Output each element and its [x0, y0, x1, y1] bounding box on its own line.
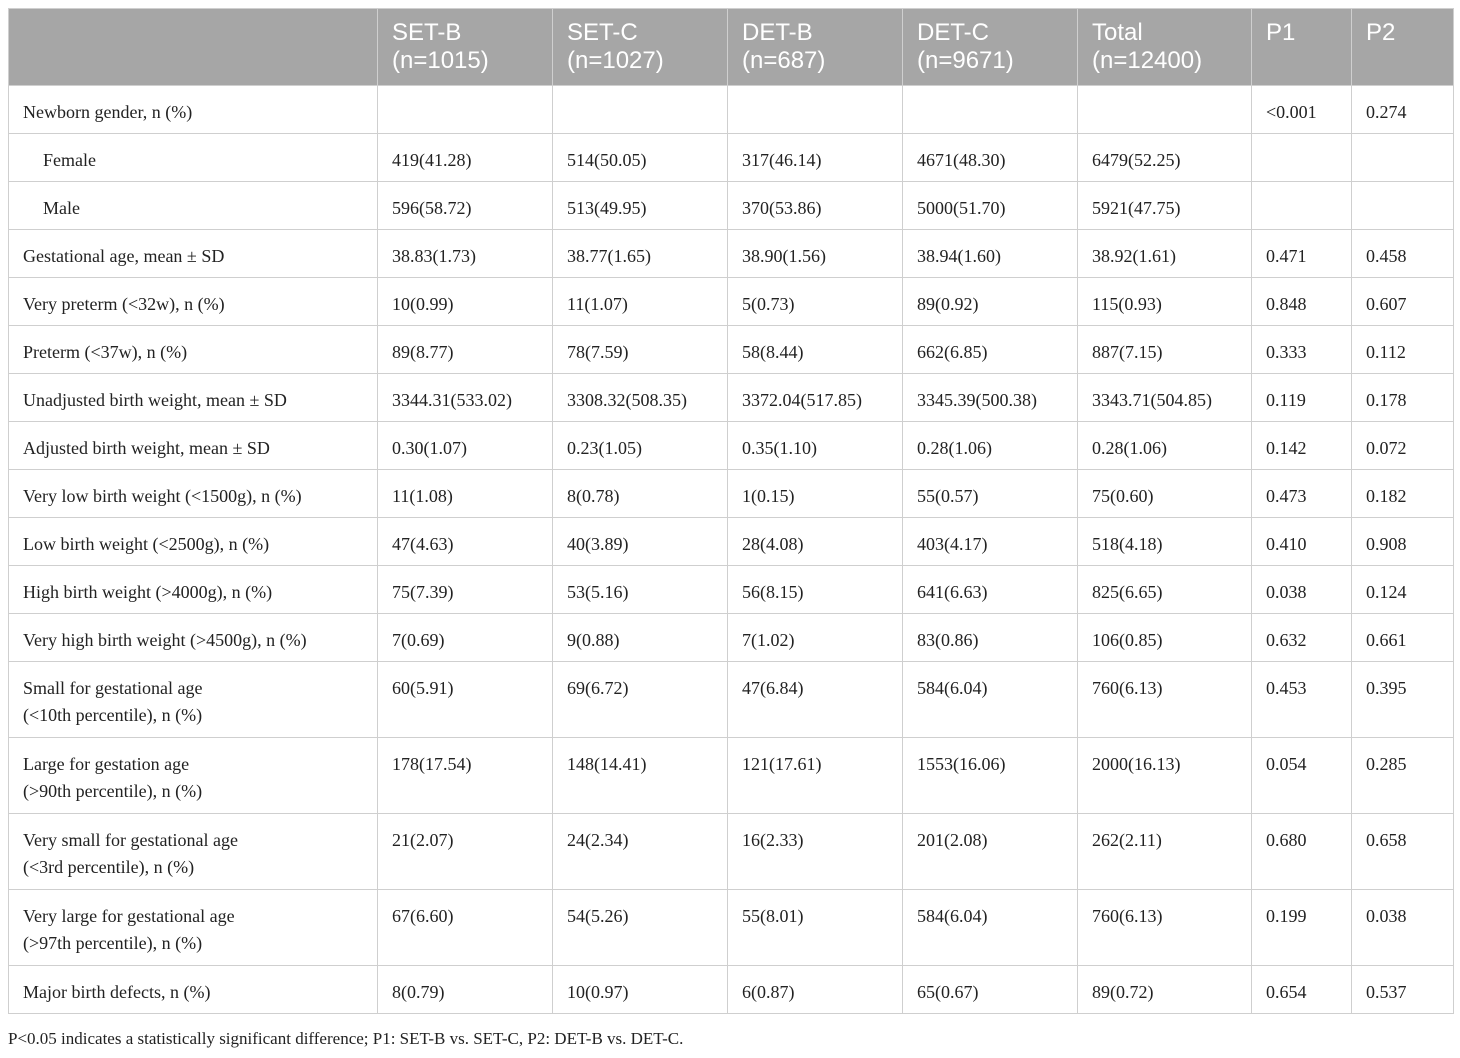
table-cell	[728, 86, 903, 134]
table-cell: 584(6.04)	[903, 890, 1078, 966]
table-row	[9, 86, 1454, 134]
table-row	[9, 966, 1454, 1014]
table-cell: 7(1.02)	[728, 614, 903, 662]
table-cell: 3345.39(500.38)	[903, 374, 1078, 422]
table-cell: 0.471	[1252, 230, 1352, 278]
row-label: Male	[9, 182, 378, 230]
table-cell: 0.199	[1252, 890, 1352, 966]
table-cell: 16(2.33)	[728, 814, 903, 890]
header-cell: P2	[1352, 9, 1454, 86]
table-cell: 11(1.07)	[553, 278, 728, 326]
row-label: Very large for gestational age (>97th percentile), n (%)	[9, 890, 378, 966]
table-cell: 0.658	[1352, 814, 1454, 890]
table-cell: 47(4.63)	[378, 518, 553, 566]
table-cell	[378, 86, 553, 134]
table-cell: 148(14.41)	[553, 738, 728, 814]
table-cell: 24(2.34)	[553, 814, 728, 890]
table-cell: 10(0.99)	[378, 278, 553, 326]
table-cell: 38.83(1.73)	[378, 230, 553, 278]
table-cell: 513(49.95)	[553, 182, 728, 230]
row-label: Adjusted birth weight, mean ± SD	[9, 422, 378, 470]
table-cell: 0.395	[1352, 662, 1454, 738]
table-cell: 1553(16.06)	[903, 738, 1078, 814]
table-cell: 662(6.85)	[903, 326, 1078, 374]
table-cell: 0.285	[1352, 738, 1454, 814]
table-row	[9, 614, 1454, 662]
table-cell: 53(5.16)	[553, 566, 728, 614]
table-cell: 89(0.72)	[1078, 966, 1252, 1014]
table-cell: 75(7.39)	[378, 566, 553, 614]
row-label: Unadjusted birth weight, mean ± SD	[9, 374, 378, 422]
table-cell: 0.680	[1252, 814, 1352, 890]
table-cell: 38.77(1.65)	[553, 230, 728, 278]
table-row	[9, 278, 1454, 326]
table-cell: 89(0.92)	[903, 278, 1078, 326]
table-row	[9, 518, 1454, 566]
row-label: Newborn gender, n (%)	[9, 86, 378, 134]
table-cell: 89(8.77)	[378, 326, 553, 374]
row-label: Very high birth weight (>4500g), n (%)	[9, 614, 378, 662]
table-cell: 0.333	[1252, 326, 1352, 374]
table-cell	[1352, 182, 1454, 230]
table-cell: 0.453	[1252, 662, 1352, 738]
row-label: Female	[9, 134, 378, 182]
table-cell: 0.410	[1252, 518, 1352, 566]
table-row	[9, 890, 1454, 966]
table-cell	[1252, 134, 1352, 182]
table-cell: 38.92(1.61)	[1078, 230, 1252, 278]
table-cell: 584(6.04)	[903, 662, 1078, 738]
table-cell: 0.124	[1352, 566, 1454, 614]
table-cell: 419(41.28)	[378, 134, 553, 182]
table-cell: 0.607	[1352, 278, 1454, 326]
row-label: Preterm (<37w), n (%)	[9, 326, 378, 374]
table-cell: 0.119	[1252, 374, 1352, 422]
table-cell	[1078, 86, 1252, 134]
row-label: Very small for gestational age (<3rd percentile), n (%)	[9, 814, 378, 890]
table-cell: 0.054	[1252, 738, 1352, 814]
row-label: Large for gestation age (>90th percentile), n (%)	[9, 738, 378, 814]
table-cell: 11(1.08)	[378, 470, 553, 518]
table-cell: 121(17.61)	[728, 738, 903, 814]
table-cell: 0.28(1.06)	[1078, 422, 1252, 470]
header-cell: SET-B (n=1015)	[378, 9, 553, 86]
row-label: High birth weight (>4000g), n (%)	[9, 566, 378, 614]
table-cell: 7(0.69)	[378, 614, 553, 662]
results-table	[8, 8, 1454, 1014]
table-cell: 4671(48.30)	[903, 134, 1078, 182]
table-row	[9, 422, 1454, 470]
table-row	[9, 738, 1454, 814]
table-row	[9, 814, 1454, 890]
table-cell: 75(0.60)	[1078, 470, 1252, 518]
table-cell: 201(2.08)	[903, 814, 1078, 890]
table-cell: 0.848	[1252, 278, 1352, 326]
row-label: Gestational age, mean ± SD	[9, 230, 378, 278]
table-cell: 55(0.57)	[903, 470, 1078, 518]
table-cell: 0.654	[1252, 966, 1352, 1014]
table-container	[8, 8, 1453, 1014]
table-row	[9, 374, 1454, 422]
table-cell: <0.001	[1252, 86, 1352, 134]
table-cell: 55(8.01)	[728, 890, 903, 966]
header-cell: Total (n=12400)	[1078, 9, 1252, 86]
table-cell: 0.182	[1352, 470, 1454, 518]
table-cell: 0.28(1.06)	[903, 422, 1078, 470]
table-cell: 0.038	[1352, 890, 1454, 966]
table-cell: 5921(47.75)	[1078, 182, 1252, 230]
table-cell: 60(5.91)	[378, 662, 553, 738]
table-cell: 38.90(1.56)	[728, 230, 903, 278]
table-cell: 0.35(1.10)	[728, 422, 903, 470]
table-cell: 8(0.79)	[378, 966, 553, 1014]
row-label: Very preterm (<32w), n (%)	[9, 278, 378, 326]
table-cell: 69(6.72)	[553, 662, 728, 738]
row-label: Very low birth weight (<1500g), n (%)	[9, 470, 378, 518]
table-cell: 5(0.73)	[728, 278, 903, 326]
row-label: Major birth defects, n (%)	[9, 966, 378, 1014]
table-cell: 0.473	[1252, 470, 1352, 518]
table-cell: 0.112	[1352, 326, 1454, 374]
table-cell: 0.274	[1352, 86, 1454, 134]
header-cell: DET-B (n=687)	[728, 9, 903, 86]
table-cell: 8(0.78)	[553, 470, 728, 518]
table-cell: 0.178	[1352, 374, 1454, 422]
table-cell: 514(50.05)	[553, 134, 728, 182]
table-row	[9, 566, 1454, 614]
table-cell	[903, 86, 1078, 134]
table-cell	[1252, 182, 1352, 230]
table-row	[9, 470, 1454, 518]
table-cell: 54(5.26)	[553, 890, 728, 966]
table-cell: 2000(16.13)	[1078, 738, 1252, 814]
table-cell: 56(8.15)	[728, 566, 903, 614]
table-cell: 1(0.15)	[728, 470, 903, 518]
table-row	[9, 182, 1454, 230]
table-cell: 3308.32(508.35)	[553, 374, 728, 422]
table-cell: 178(17.54)	[378, 738, 553, 814]
table-row	[9, 230, 1454, 278]
table-cell: 40(3.89)	[553, 518, 728, 566]
table-cell: 0.537	[1352, 966, 1454, 1014]
header-cell: SET-C (n=1027)	[553, 9, 728, 86]
table-cell: 0.30(1.07)	[378, 422, 553, 470]
table-cell: 78(7.59)	[553, 326, 728, 374]
table-cell: 641(6.63)	[903, 566, 1078, 614]
table-row	[9, 662, 1454, 738]
table-cell: 0.661	[1352, 614, 1454, 662]
table-cell: 262(2.11)	[1078, 814, 1252, 890]
table-cell: 0.458	[1352, 230, 1454, 278]
table-cell: 760(6.13)	[1078, 662, 1252, 738]
table-cell	[1352, 134, 1454, 182]
table-cell: 403(4.17)	[903, 518, 1078, 566]
header-cell: DET-C (n=9671)	[903, 9, 1078, 86]
table-cell: 887(7.15)	[1078, 326, 1252, 374]
table-cell: 28(4.08)	[728, 518, 903, 566]
table-footnote: P<0.05 indicates a statistically significant difference; P1: SET-B vs. SET-C, P2: DET-B vs. DET-C.	[8, 1029, 684, 1048]
table-cell: 0.072	[1352, 422, 1454, 470]
table-cell: 3372.04(517.85)	[728, 374, 903, 422]
table-cell: 596(58.72)	[378, 182, 553, 230]
table-row	[9, 134, 1454, 182]
table-cell: 9(0.88)	[553, 614, 728, 662]
table-cell: 6(0.87)	[728, 966, 903, 1014]
table-cell: 3344.31(533.02)	[378, 374, 553, 422]
table-cell: 38.94(1.60)	[903, 230, 1078, 278]
table-cell: 115(0.93)	[1078, 278, 1252, 326]
table-cell	[553, 86, 728, 134]
table-cell: 0.632	[1252, 614, 1352, 662]
table-cell: 58(8.44)	[728, 326, 903, 374]
table-cell: 0.23(1.05)	[553, 422, 728, 470]
table-cell: 67(6.60)	[378, 890, 553, 966]
header-row	[9, 9, 1454, 86]
table-cell: 6479(52.25)	[1078, 134, 1252, 182]
table-cell: 21(2.07)	[378, 814, 553, 890]
table-cell: 106(0.85)	[1078, 614, 1252, 662]
table-cell: 760(6.13)	[1078, 890, 1252, 966]
table-cell: 0.908	[1352, 518, 1454, 566]
table-cell: 518(4.18)	[1078, 518, 1252, 566]
row-label: Small for gestational age (<10th percentile), n (%)	[9, 662, 378, 738]
table-cell: 3343.71(504.85)	[1078, 374, 1252, 422]
header-cell-empty	[9, 9, 378, 86]
table-body	[9, 86, 1454, 1014]
header-cell: P1	[1252, 9, 1352, 86]
table-cell: 47(6.84)	[728, 662, 903, 738]
table-cell: 10(0.97)	[553, 966, 728, 1014]
table-row	[9, 326, 1454, 374]
table-cell: 0.038	[1252, 566, 1352, 614]
table-cell: 370(53.86)	[728, 182, 903, 230]
table-cell: 83(0.86)	[903, 614, 1078, 662]
table-cell: 0.142	[1252, 422, 1352, 470]
table-cell: 65(0.67)	[903, 966, 1078, 1014]
table-cell: 825(6.65)	[1078, 566, 1252, 614]
row-label: Low birth weight (<2500g), n (%)	[9, 518, 378, 566]
table-cell: 5000(51.70)	[903, 182, 1078, 230]
table-cell: 317(46.14)	[728, 134, 903, 182]
